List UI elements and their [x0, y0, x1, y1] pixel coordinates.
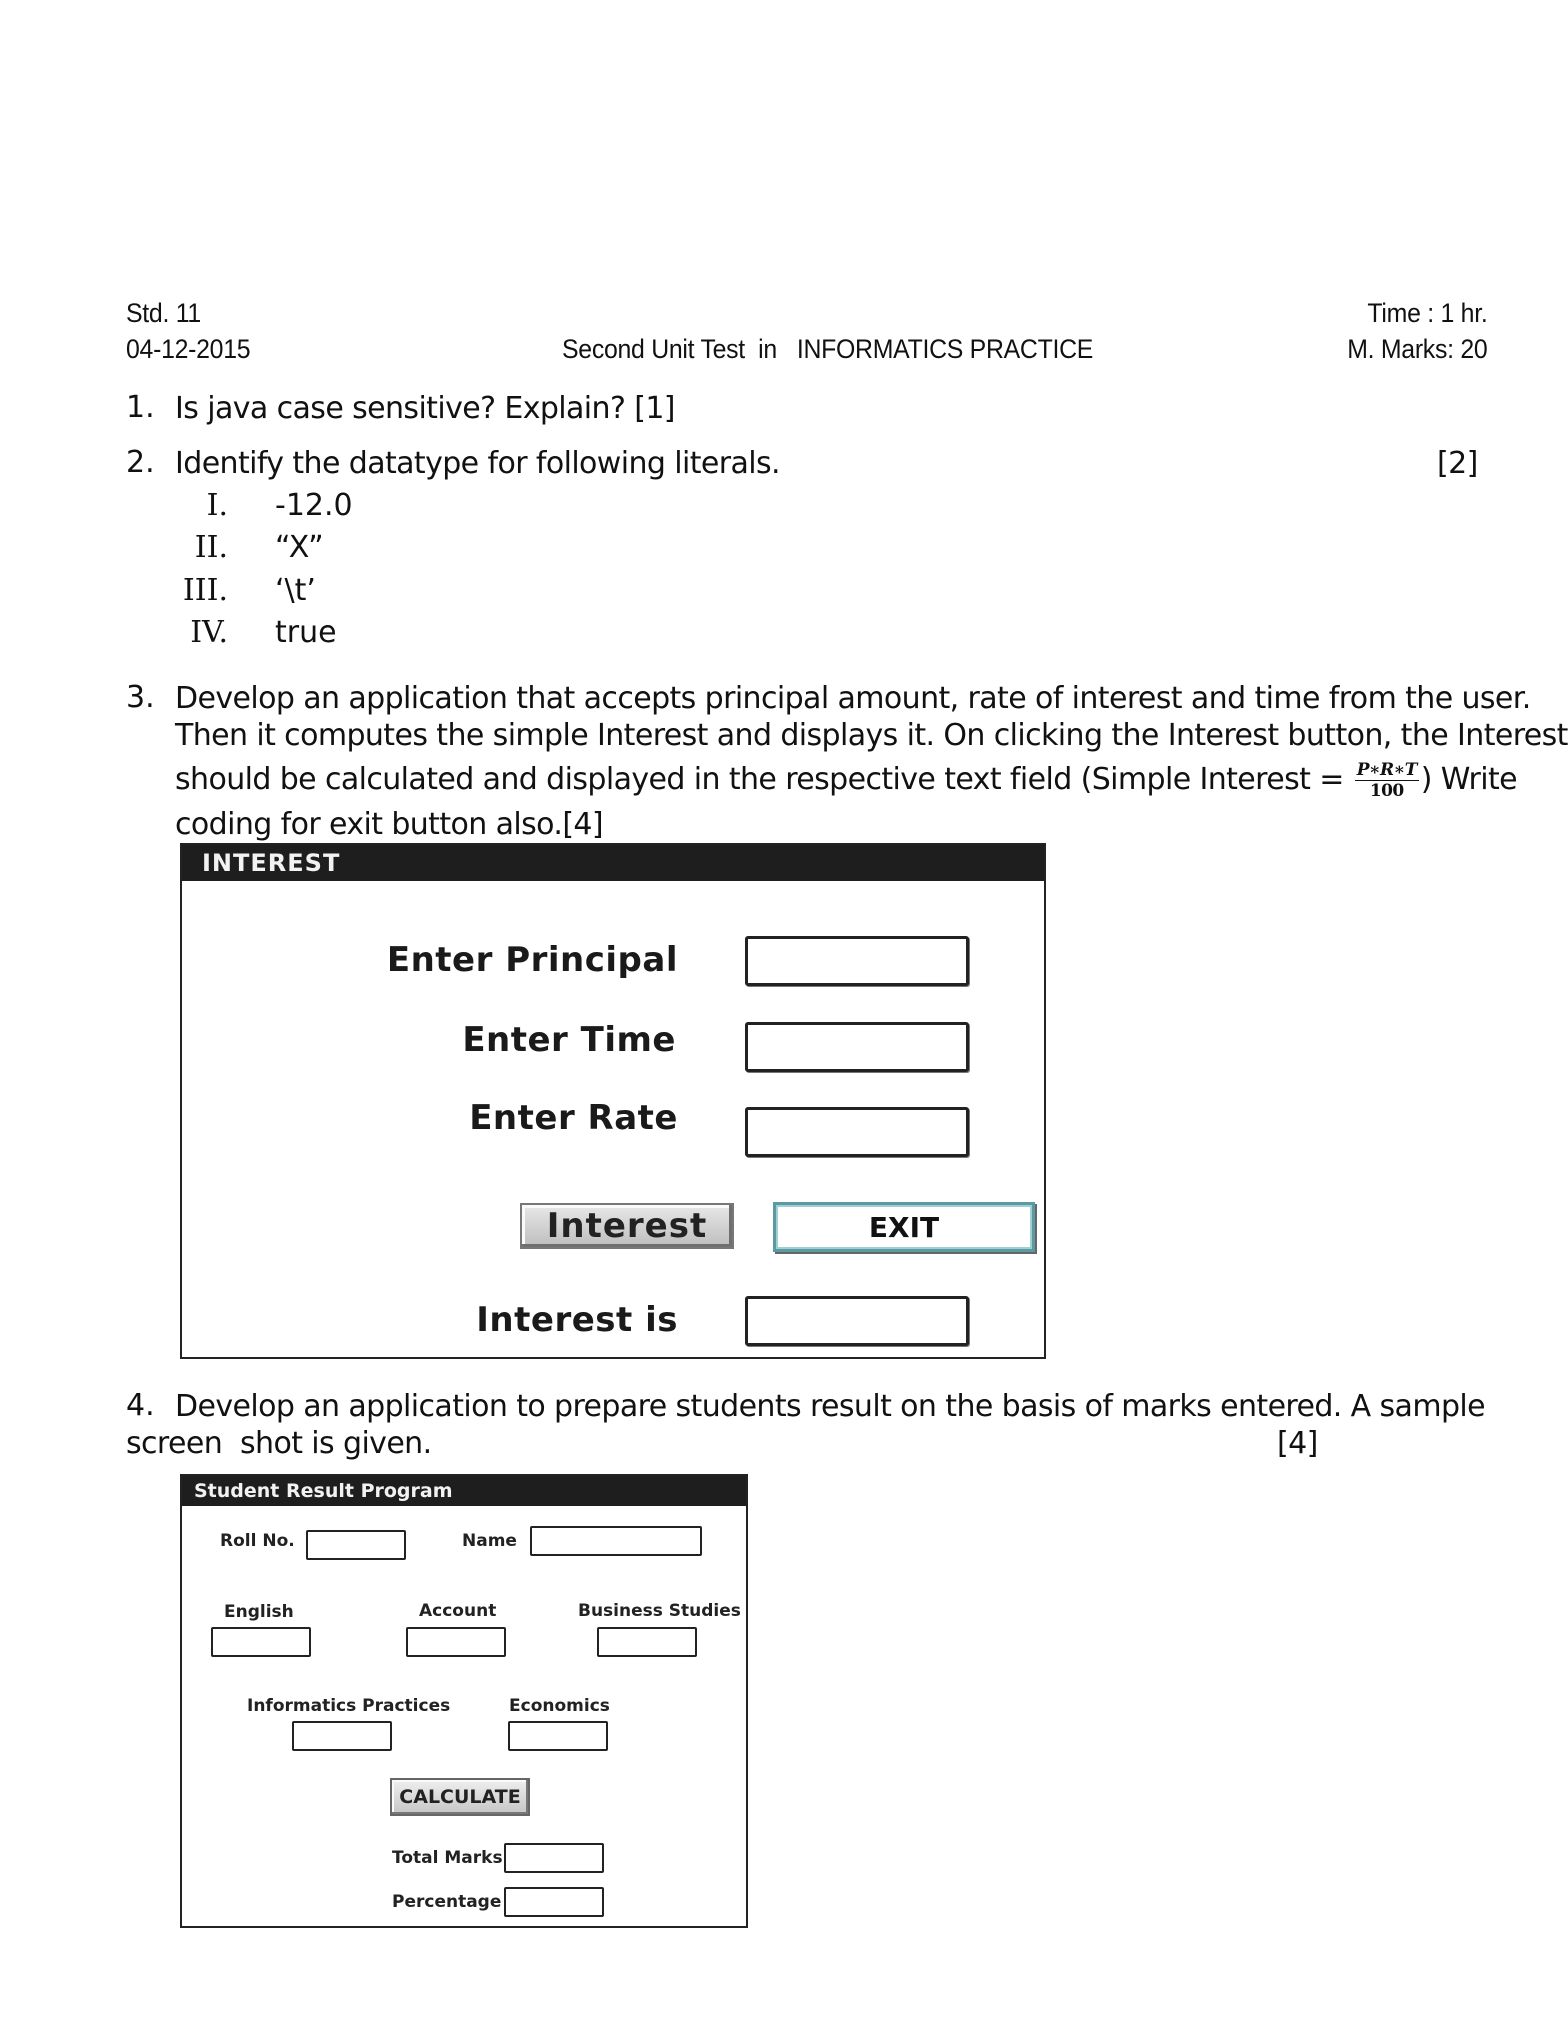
- q2-item-roman: II.: [194, 530, 228, 565]
- business-studies-label: Business Studies: [578, 1601, 741, 1621]
- percentage-field[interactable]: [504, 1887, 604, 1917]
- q2-item-literal: “X”: [275, 530, 324, 565]
- roll-no-label: Roll No.: [220, 1531, 295, 1551]
- account-label: Account: [419, 1601, 497, 1621]
- account-input[interactable]: [406, 1627, 506, 1657]
- q1-number: 1.: [126, 390, 155, 425]
- q3-line-3-tail: ) Write: [1420, 762, 1518, 797]
- q2-item-literal: ‘\t’: [275, 573, 316, 608]
- formula-denominator: 100: [1369, 781, 1404, 801]
- informatics-practices-input[interactable]: [292, 1721, 392, 1751]
- interest-window: [180, 843, 1046, 1359]
- principal-label: Enter Principal: [386, 940, 678, 980]
- interest-window-titlebar: INTEREST: [182, 845, 1044, 881]
- business-studies-input[interactable]: [597, 1627, 697, 1657]
- student-window-titlebar: Student Result Program: [182, 1476, 746, 1506]
- interest-button[interactable]: Interest: [520, 1203, 734, 1249]
- q2-item-literal: true: [275, 615, 337, 650]
- q2-item-roman: I.: [206, 488, 228, 523]
- formula-fraction: [1355, 760, 1419, 801]
- q2-item-literal: -12.0: [275, 488, 353, 523]
- english-input[interactable]: [211, 1627, 311, 1657]
- exam-title: Second Unit Test in INFORMATICS PRACTICE: [562, 334, 1094, 364]
- q1-text: Is java case sensitive? Explain? [1]: [175, 391, 675, 426]
- principal-input[interactable]: [745, 936, 969, 986]
- interest-result-label: Interest is: [476, 1300, 678, 1340]
- time-label: Enter Time: [462, 1020, 676, 1060]
- rate-input[interactable]: [745, 1107, 969, 1157]
- q4-marks: [4]: [1277, 1426, 1318, 1461]
- q2-item-roman: IV.: [190, 615, 228, 650]
- roll-no-input[interactable]: [306, 1530, 406, 1560]
- q4-line-1: Develop an application to prepare students result on the basis of marks entered. A sample: [175, 1389, 1486, 1424]
- time-input[interactable]: [745, 1022, 969, 1072]
- q2-item-roman: III.: [182, 573, 228, 608]
- q3-line-1: Develop an application that accepts principal amount, rate of interest and time from the user.: [175, 681, 1531, 716]
- q4-number: 4.: [126, 1388, 155, 1423]
- percentage-label: Percentage: [392, 1892, 502, 1912]
- student-result-window: [180, 1474, 748, 1928]
- q2-number: 2.: [126, 445, 155, 480]
- informatics-practices-label: Informatics Practices: [247, 1696, 451, 1716]
- q3-line-3-text: should be calculated and displayed in the respective text field (Simple Interest =: [175, 762, 1344, 797]
- formula-numerator: P∗R∗T: [1356, 760, 1417, 780]
- total-marks-field[interactable]: [504, 1843, 604, 1873]
- total-marks-label: Total Marks: [392, 1848, 503, 1868]
- english-label: English: [224, 1602, 294, 1622]
- q3-line-2: Then it computes the simple Interest and displays it. On clicking the Interest button, the Interest: [175, 718, 1568, 753]
- time-label: Time : 1 hr.: [1366, 298, 1487, 328]
- economics-input[interactable]: [508, 1721, 608, 1751]
- interest-result-field[interactable]: [745, 1296, 969, 1346]
- q2-text: Identify the datatype for following literals.: [175, 446, 780, 481]
- name-input[interactable]: [530, 1526, 702, 1556]
- q3-number: 3.: [126, 680, 155, 715]
- q4-line-2: screen shot is given.: [126, 1426, 432, 1461]
- calculate-button[interactable]: CALCULATE: [390, 1778, 530, 1816]
- q3-line-3: [175, 760, 1517, 801]
- q2-marks: [2]: [1437, 446, 1478, 481]
- max-marks-label: M. Marks: 20: [1346, 334, 1487, 364]
- name-label: Name: [462, 1531, 517, 1551]
- rate-label: Enter Rate: [469, 1098, 678, 1138]
- exam-date: 04-12-2015: [126, 334, 251, 364]
- economics-label: Economics: [509, 1696, 610, 1716]
- q3-line-4: coding for exit button also.[4]: [175, 807, 604, 842]
- exit-button[interactable]: EXIT: [773, 1202, 1035, 1252]
- std-label: Std. 11: [126, 298, 201, 328]
